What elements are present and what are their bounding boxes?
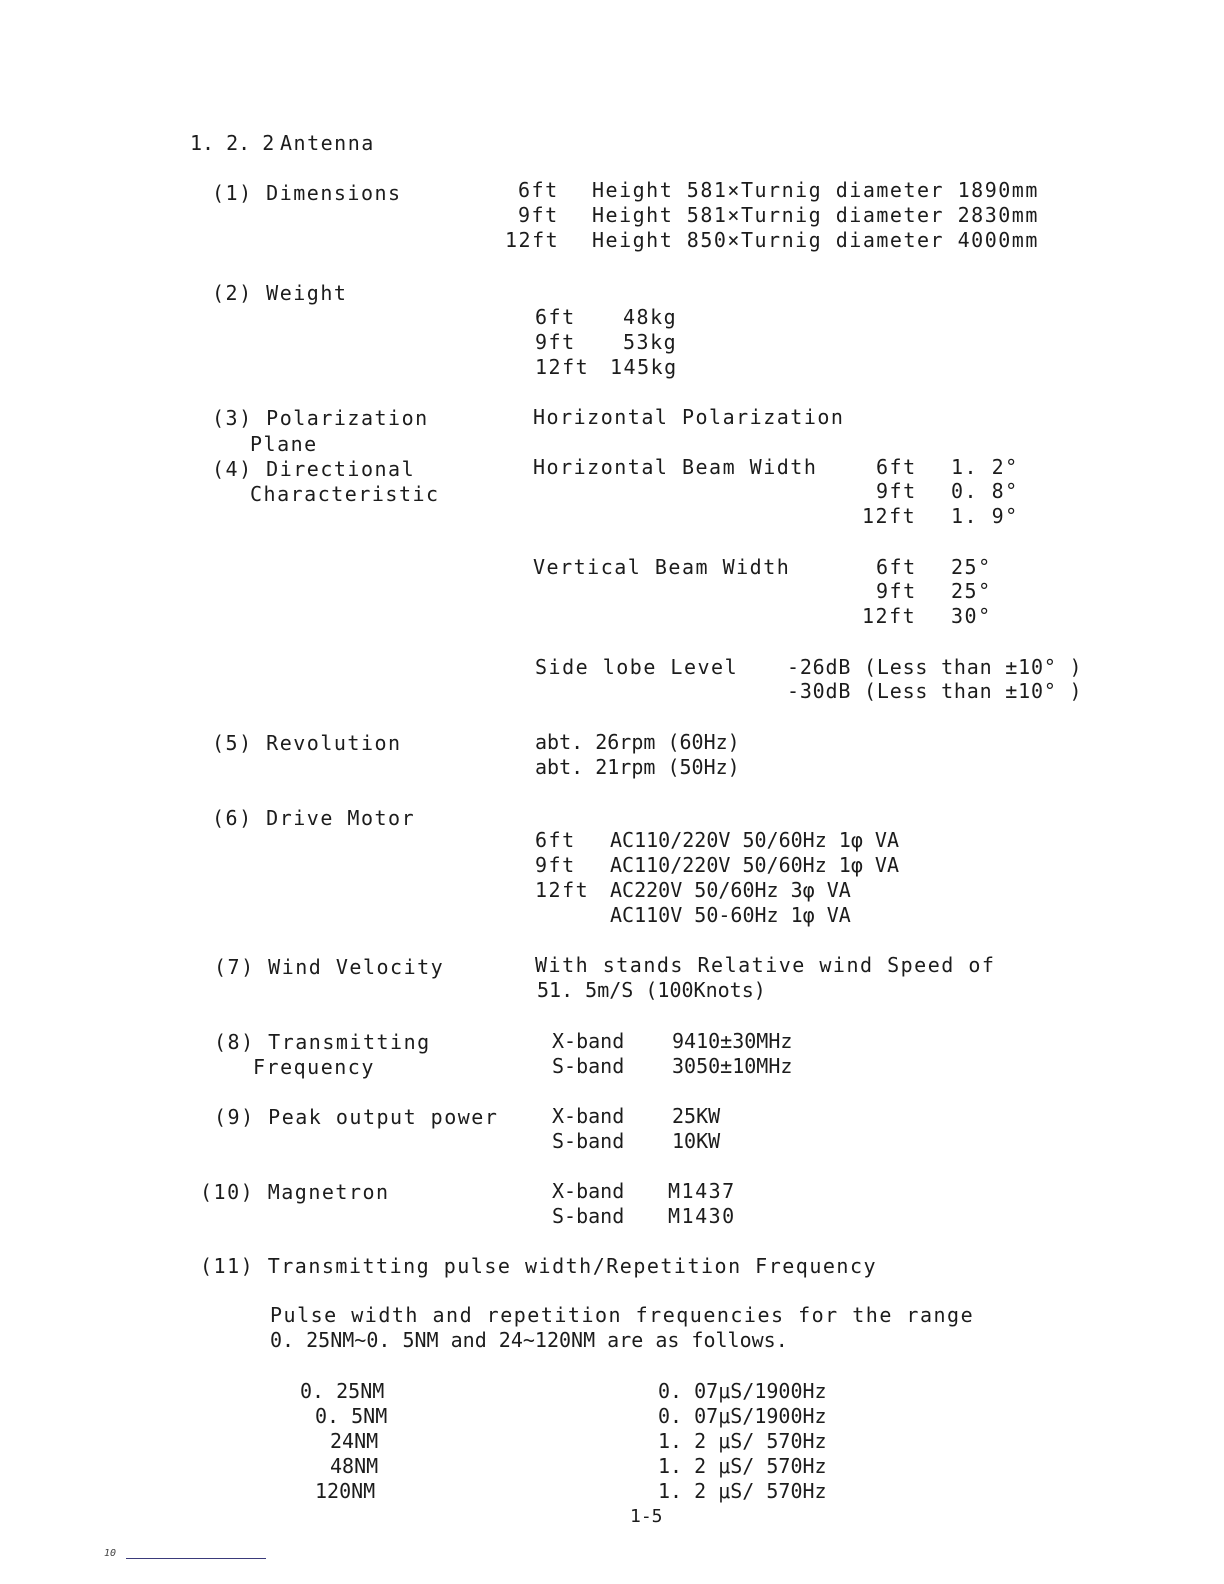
band-value: 3050±10MHz — [672, 1054, 793, 1078]
sidelobe-label: Side lobe Level — [535, 655, 739, 679]
band-value: M1437 — [668, 1179, 736, 1203]
pulse-range: 0. 25NM — [300, 1379, 385, 1403]
band-value: 9410±30MHz — [672, 1029, 793, 1053]
pulse-paragraph-cont: 0. 25NM~0. 5NM and 24~120NM are as follows. — [270, 1328, 788, 1352]
dimensions-row-size: 9ft — [518, 203, 559, 227]
frequency-label-cont: Frequency — [253, 1055, 375, 1079]
dimensions-row-text: Height 581×Turnig diameter 1890mm — [592, 178, 1039, 202]
motor-spec: AC110V 50-60Hz 1φ VA — [610, 903, 851, 927]
beam-size: 6ft — [876, 555, 917, 579]
weight-row-size: 9ft — [535, 330, 576, 354]
peak-power-label: (9) Peak output power — [214, 1105, 499, 1129]
motor-spec: AC110/220V 50/60Hz 1φ VA — [610, 828, 899, 852]
corner-mark: 10 — [104, 1548, 117, 1559]
beam-value: 25° — [951, 555, 992, 579]
pulse-value: 0. 07μS/1900Hz — [658, 1404, 827, 1428]
weight-label: (2) Weight — [212, 281, 348, 305]
dimensions-row-size: 12ft — [505, 228, 560, 252]
directional-label: (4) Directional — [212, 457, 416, 481]
motor-size: 12ft — [535, 878, 590, 902]
dimensions-row-text: Height 850×Turnig diameter 4000mm — [592, 228, 1039, 252]
magnetron-label: (10) Magnetron — [200, 1180, 390, 1204]
wind-label: (7) Wind Velocity — [214, 955, 445, 979]
motor-size: 6ft — [535, 828, 576, 852]
weight-row-value: 48kg — [623, 305, 678, 329]
dimensions-label: (1) Dimensions — [212, 181, 402, 205]
section-title: Antenna — [280, 131, 375, 155]
beam-value: 1. 9° — [951, 504, 1019, 528]
footer-rule — [126, 1558, 266, 1559]
beam-value: 25° — [951, 579, 992, 603]
revolution-value: abt. 26rpm (60Hz) — [535, 730, 740, 754]
motor-spec: AC110/220V 50/60Hz 1φ VA — [610, 853, 899, 877]
directional-label-cont: Characteristic — [250, 482, 440, 506]
pulse-range: 48NM — [330, 1454, 379, 1478]
revolution-label: (5) Revolution — [212, 731, 402, 755]
beam-value: 0. 8° — [951, 479, 1019, 503]
band-name: S-band — [552, 1204, 625, 1228]
beam-value: 30° — [951, 604, 992, 628]
pulse-value: 0. 07μS/1900Hz — [658, 1379, 827, 1403]
page-number: 1-5 — [630, 1506, 663, 1527]
band-value: 10KW — [672, 1129, 721, 1153]
motor-size: 9ft — [535, 853, 576, 877]
band-value: M1430 — [668, 1204, 736, 1228]
pulse-range: 0. 5NM — [315, 1404, 388, 1428]
wind-value-cont: 51. 5m/S (100Knots) — [537, 978, 766, 1002]
pulse-range: 120NM — [315, 1479, 376, 1503]
beam-value: 1. 2° — [951, 455, 1019, 479]
drive-motor-label: (6) Drive Motor — [212, 806, 416, 830]
weight-row-size: 6ft — [535, 305, 576, 329]
sidelobe-value: -30dB (Less than ±10° ) — [787, 679, 1083, 703]
weight-row-size: 12ft — [535, 355, 590, 379]
polarization-value: Horizontal Polarization — [533, 405, 845, 429]
polarization-label-cont: Plane — [250, 432, 318, 456]
beam-size: 6ft — [876, 455, 917, 479]
band-name: S-band — [552, 1054, 625, 1078]
polarization-label: (3) Polarization — [212, 406, 429, 430]
pulse-label: (11) Transmitting pulse width/Repetition Frequency — [200, 1254, 878, 1278]
beam-size: 9ft — [876, 579, 917, 603]
pulse-value: 1. 2 μS/ 570Hz — [658, 1429, 827, 1453]
dimensions-row-text: Height 581×Turnig diameter 2830mm — [592, 203, 1039, 227]
band-value: 25KW — [672, 1104, 721, 1128]
pulse-range: 24NM — [330, 1429, 379, 1453]
band-name: X-band — [552, 1179, 625, 1203]
motor-spec: AC220V 50/60Hz 3φ VA — [610, 878, 851, 902]
band-name: X-band — [552, 1104, 625, 1128]
dimensions-row-size: 6ft — [518, 178, 559, 202]
pulse-value: 1. 2 μS/ 570Hz — [658, 1454, 827, 1478]
beam-size: 12ft — [862, 504, 917, 528]
pulse-paragraph: Pulse width and repetition frequencies for the range — [270, 1303, 975, 1327]
section-number: 1. 2. 2 — [190, 131, 275, 155]
beam-size: 12ft — [862, 604, 917, 628]
revolution-value: abt. 21rpm (50Hz) — [535, 755, 740, 779]
horizontal-beam-label: Horizontal Beam Width — [533, 455, 818, 479]
vertical-beam-label: Vertical Beam Width — [533, 555, 791, 579]
pulse-value: 1. 2 μS/ 570Hz — [658, 1479, 827, 1503]
band-name: X-band — [552, 1029, 625, 1053]
weight-row-value: 145kg — [610, 355, 678, 379]
beam-size: 9ft — [876, 479, 917, 503]
weight-row-value: 53kg — [623, 330, 678, 354]
band-name: S-band — [552, 1129, 625, 1153]
wind-value: With stands Relative wind Speed of — [535, 953, 996, 977]
sidelobe-value: -26dB (Less than ±10° ) — [787, 655, 1083, 679]
frequency-label: (8) Transmitting — [214, 1030, 431, 1054]
